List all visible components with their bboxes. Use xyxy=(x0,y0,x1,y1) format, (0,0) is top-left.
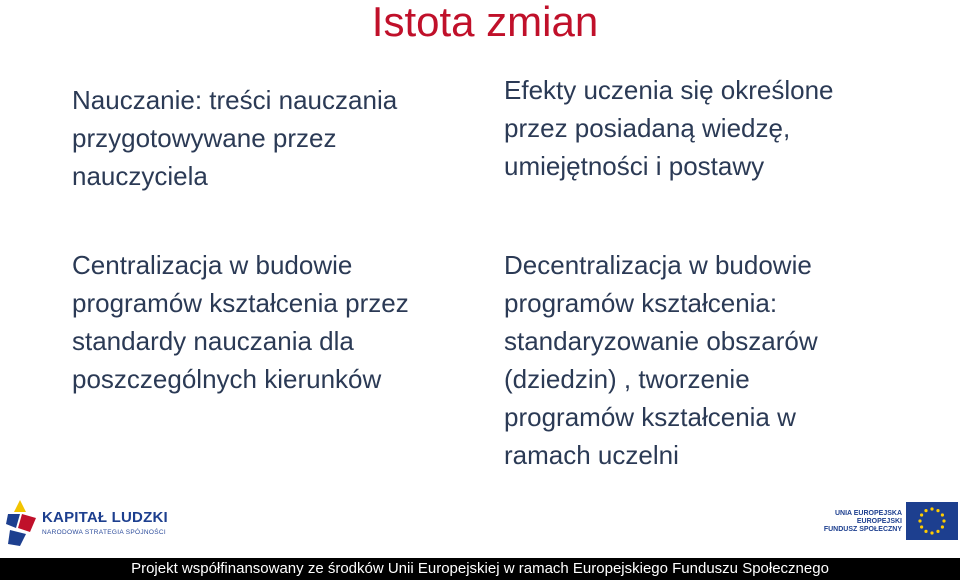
text-line: Centralizacja w budowie xyxy=(72,250,353,280)
eu-flag-icon xyxy=(906,502,958,540)
text-line: nauczyciela xyxy=(72,161,208,191)
page-title: Istota zmian xyxy=(371,0,599,45)
text-line: przez posiadaną wiedzę, xyxy=(504,113,791,143)
text-line: ramach uczelni xyxy=(504,440,679,470)
text-line: programów kształcenia: xyxy=(504,288,778,318)
kapital-ludzki-emblem-icon xyxy=(6,498,38,548)
text-line: programów kształcenia w xyxy=(504,402,796,432)
kapital-ludzki-logo xyxy=(6,496,176,554)
footer-bar: Projekt współfinansowany ze środków Unii Europejskiej w ramach Europejskiego Funduszu Społecznego xyxy=(0,558,960,580)
logo-name: KAPITAŁ LUDZKI xyxy=(42,509,168,526)
text-line: umiejętności i postawy xyxy=(504,151,765,181)
cell-bottom-left xyxy=(72,246,482,398)
text-line: przygotowywane przez xyxy=(72,123,337,153)
eu-logo-line: FUNDUSZ SPOŁECZNY xyxy=(823,526,902,533)
eu-logo-line: UNIA EUROPEJSKA xyxy=(834,510,902,517)
eu-logo-line: EUROPEJSKI xyxy=(856,518,902,525)
text-line: standaryzowanie obszarów xyxy=(504,326,818,356)
eu-logo-text xyxy=(824,510,902,534)
eu-logo xyxy=(808,502,958,546)
cell-top-left xyxy=(72,81,472,195)
text-line: programów kształcenia przez xyxy=(72,288,409,318)
text-line: Efekty uczenia się określone xyxy=(504,75,834,105)
text-line: (dziedzin) , tworzenie xyxy=(504,364,750,394)
text-line: Nauczanie: treści nauczania xyxy=(72,85,398,115)
logo-subtitle: NARODOWA STRATEGIA SPÓJNOŚCI xyxy=(42,529,166,536)
text-line: poszczególnych kierunków xyxy=(72,364,382,394)
text-line: standardy nauczania dla xyxy=(72,326,354,356)
cell-top-right xyxy=(504,71,944,185)
text-line: Decentralizacja w budowie xyxy=(504,250,812,280)
cell-bottom-right xyxy=(504,246,944,474)
